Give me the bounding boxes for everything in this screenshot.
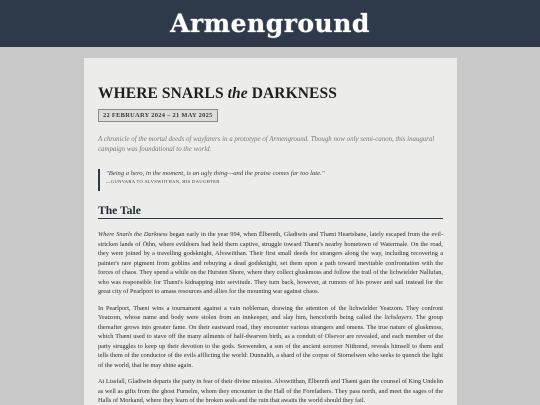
quote-attribution: —GUNVARA TO ALVSWIITHAN, HIS DAUGHTER [106, 179, 220, 184]
epithet-emphasis: lichslayers [384, 314, 412, 321]
top-navigation-bar [0, 0, 540, 47]
intro-text: A chronicle of the mortal deeds of wayfarers in a prototype of Armenground. Though now only semi-canon, this inaugural campaign was foundational to the world. [98, 136, 435, 153]
paragraph-text: . The group thereafter grows into greater fame. On their eastward road, they encounter various strangers and omens. The true nature of gluskmoss, which Thæni used to stave off the many ailments of half-dwarven birth, as a conduit of Olsevor are revealed, and each member of the party struggles to keep up their devotion to the gods. Sorwenden, a son of the ancient sorcerer Nithrend, reveals himself to them and tells them of the conductor of the evils afflicting the world: Dunnalth, a shard of the corpse of Stornelwen who seeks to quench the light of the world, that he may shine again. [98, 314, 443, 369]
epigraph-quote [98, 169, 406, 191]
date-range-badge: 22 FEBRUARY 2024 – 21 MAY 2025 [98, 109, 218, 122]
title-italic-part: the [227, 85, 248, 102]
section-heading: The Tale [98, 204, 443, 219]
site-logo[interactable]: Armenground [170, 9, 370, 38]
paragraph: At Lissfall, Gladiwin departs the party in fear of their divine mission. Alvswiithan, Ëlbereth and Thæni gain the counsel of King Undelin as well as gifts from the ghost Furnelm, whom they encounter in the Hall of the Forefathers. They pass north, and meet the sages of the Halls of Morkand, where they learn of the broken seals and the ruin that awaits the world should they fail. [98, 378, 443, 404]
campaign-title-emphasis: Where Snarls the Darkness [98, 231, 168, 238]
page-title [98, 85, 337, 103]
paragraph-text: In Pearlport, Thæni wins a tournament against a vain nobleman, drawing the attention of the lichwielder Yeatzom. They confront Yeatzom, whose name and body were stolen from an innkeeper, and slay him, henceforth being called the [98, 304, 443, 321]
tale-body [98, 230, 443, 405]
content-page [84, 58, 457, 405]
paragraph-text: began early in the year 994, when Ëlbereth, Gladiwin and Thæni Heartsbane, lately escaped from the evil-stricken lands of Öthn, where evildoers had held them captive, struggle toward Thæni's nearby hometown of Watermale. On the road, they were joined by a travelling godsknight, Alvswiithan. Their first small deeds for strangers along the way, including recovering a painter's rare pigment from goblins and rebuying a dead godsknight, set them upon a path toward inevitable confrontation with the forces of chaos. They spend a while on the Hursten Shore, where they collect gluskmoss and follow the trail of the lichwielder Nallufan, who was responsible for Thæni's kidnapping into servitude. They turn back, however, at rumors of his power and sail instead for the great city of Pearlport to amass resources and allies for the mounting war against chaos. [98, 231, 444, 295]
paragraph [98, 304, 443, 371]
title-part: WHERE SNARLS [98, 85, 228, 102]
paragraph [98, 230, 443, 297]
quote-text: "Being a hero, in the moment, is an ugly thing—and the praise comes far too late." [106, 170, 325, 177]
title-part: DARKNESS [247, 85, 337, 102]
